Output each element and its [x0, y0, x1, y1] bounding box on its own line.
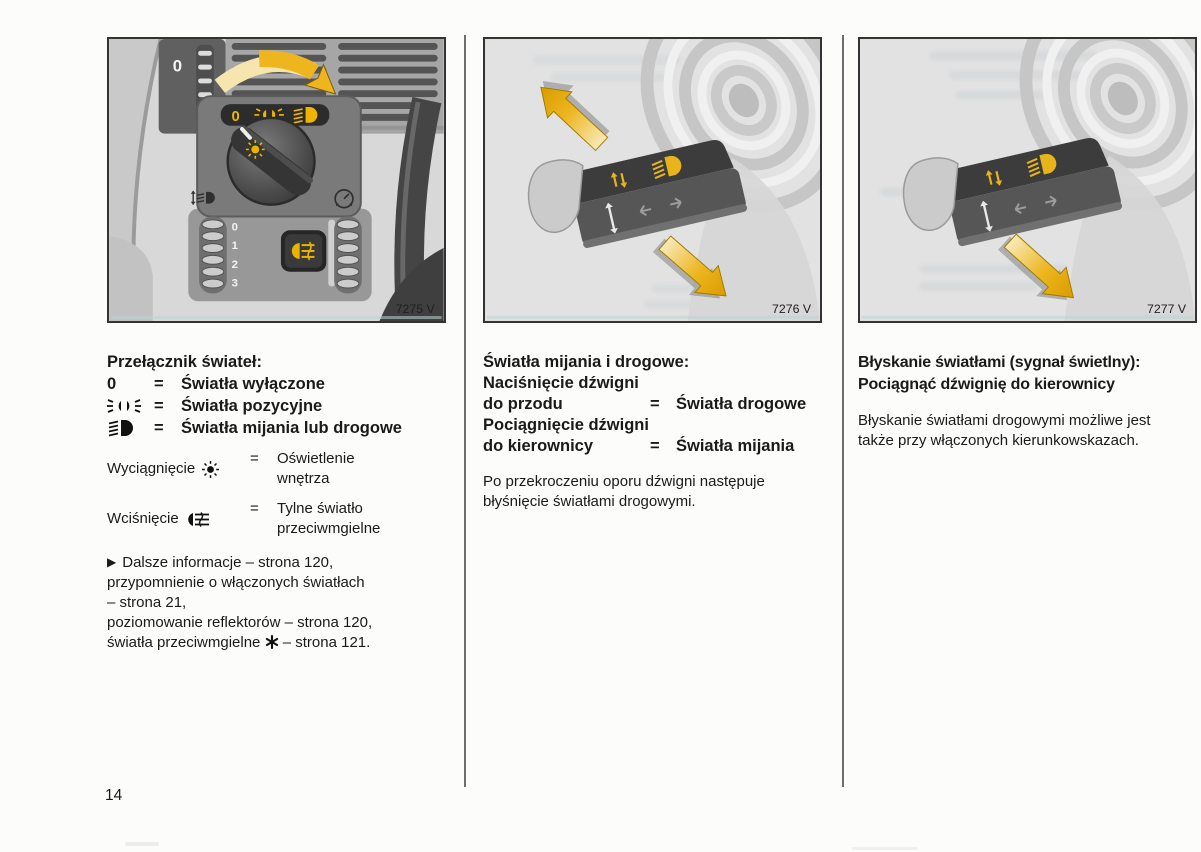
column-dip-main-beam: [483, 37, 837, 512]
figure-number: 7275 V: [395, 302, 435, 317]
position-off-symbol: 0: [107, 375, 117, 393]
flash-text: [858, 352, 1200, 451]
more-info-line: – strona 121.: [282, 634, 371, 651]
figure-stalk-flash: [858, 37, 1197, 323]
low-beam-icon: [107, 419, 137, 437]
equals-sign: =: [250, 450, 259, 467]
more-info-line: przypomnienie o włączonych światłach: [107, 574, 365, 591]
position-lights-icon: [107, 398, 141, 414]
page-number: 14: [105, 787, 123, 804]
body-paragraph: Po przekroczeniu oporu dźwigni następuje błyśnięcie światłami drogowymi.: [483, 473, 765, 510]
leveling-number: 1: [231, 240, 238, 253]
legend-row-position-lights: [107, 395, 459, 417]
equals-sign: =: [250, 500, 259, 517]
light-switch-knob: [226, 118, 316, 205]
rear-fog-icon: [292, 242, 315, 260]
knob-interior-light-icon: [246, 140, 265, 159]
stalk-illustration: [485, 39, 820, 321]
action-row-pull: [107, 449, 459, 489]
column-divider-right: [842, 35, 844, 787]
figure-light-switch: [107, 37, 446, 323]
rear-fog-light-icon: [185, 511, 211, 528]
section-heading: Błyskanie światłami (sygnał świetlny):: [858, 354, 1141, 371]
instruction-row: [483, 394, 837, 415]
scan-artifact: [125, 842, 159, 846]
more-info-line: – strona 21,: [107, 594, 187, 611]
stalk-flash-illustration: [860, 39, 1195, 321]
leveling-number: 0: [231, 221, 238, 234]
more-info-block: [107, 553, 459, 653]
instruction-left: do przodu: [483, 395, 563, 413]
column-divider-left: [464, 35, 466, 787]
action-label: Wciśnięcie: [107, 510, 179, 527]
leveling-number: 3: [231, 277, 238, 290]
legend-label: Światła pozycyjne: [181, 397, 323, 415]
interior-light-icon: [201, 460, 220, 479]
light-switch-illustration: [109, 39, 444, 321]
legend-row-off: [107, 373, 459, 395]
action-result: Oświetlenie wnętrza: [277, 450, 355, 487]
leveling-number: 2: [231, 258, 238, 271]
wiper-stalk-zero-label: 0: [172, 56, 183, 76]
column-light-switch: [107, 37, 459, 653]
scan-artifact: [852, 847, 918, 850]
strip-position-off-label: 0: [231, 108, 240, 125]
more-info-line: Dalsze informacje – strona 120,: [122, 554, 334, 571]
figure-stalk-push-pull: [483, 37, 822, 323]
rear-fog-button: [281, 230, 326, 271]
equals-sign: =: [154, 375, 164, 393]
instruction-right: Światła drogowe: [676, 395, 807, 413]
legend-label: Światła wyłączone: [181, 375, 325, 393]
column-flash: [858, 37, 1200, 451]
equals-sign: =: [154, 397, 164, 415]
legend-label: Światła mijania lub drogowe: [181, 419, 402, 437]
figure-number: 7276 V: [771, 301, 812, 316]
illumination-thumbwheel: [328, 216, 362, 293]
action-result: Tylne światło przeciwmgielne: [277, 500, 381, 537]
triangle-marker-icon: ▶: [107, 555, 117, 569]
asterisk-symbol-icon: [265, 635, 279, 649]
more-info-line: światła przeciwmgielne: [107, 634, 261, 651]
instruction-line: Naciśnięcie dźwigni: [483, 374, 639, 392]
section-heading: Przełącznik świateł:: [107, 353, 262, 371]
equals-sign: =: [650, 437, 660, 455]
action-row-push: [107, 499, 459, 539]
legend-row-beam: [107, 417, 459, 439]
dip-main-beam-text: [483, 352, 837, 512]
instruction-right: Światła mijania: [676, 437, 795, 455]
body-paragraph: Błyskanie światłami drogowymi możliwe jest także przy włączonych kierunkowskazach.: [858, 412, 1151, 449]
section-heading: Światła mijania i drogowe:: [483, 353, 690, 371]
figure-number: 7277 V: [1146, 301, 1187, 316]
section-heading-line2: Pociągnąć dźwignię do kierownicy: [858, 376, 1115, 393]
instruction-left: do kierownicy: [483, 437, 594, 455]
instruction-row: [483, 436, 837, 457]
more-info-line: poziomowanie reflektorów – strona 120,: [107, 614, 373, 631]
action-label: Wyciągnięcie: [107, 460, 196, 477]
equals-sign: =: [154, 419, 164, 437]
instruction-line: Pociągnięcie dźwigni: [483, 416, 649, 434]
light-switch-text: [107, 352, 459, 653]
equals-sign: =: [650, 395, 660, 413]
